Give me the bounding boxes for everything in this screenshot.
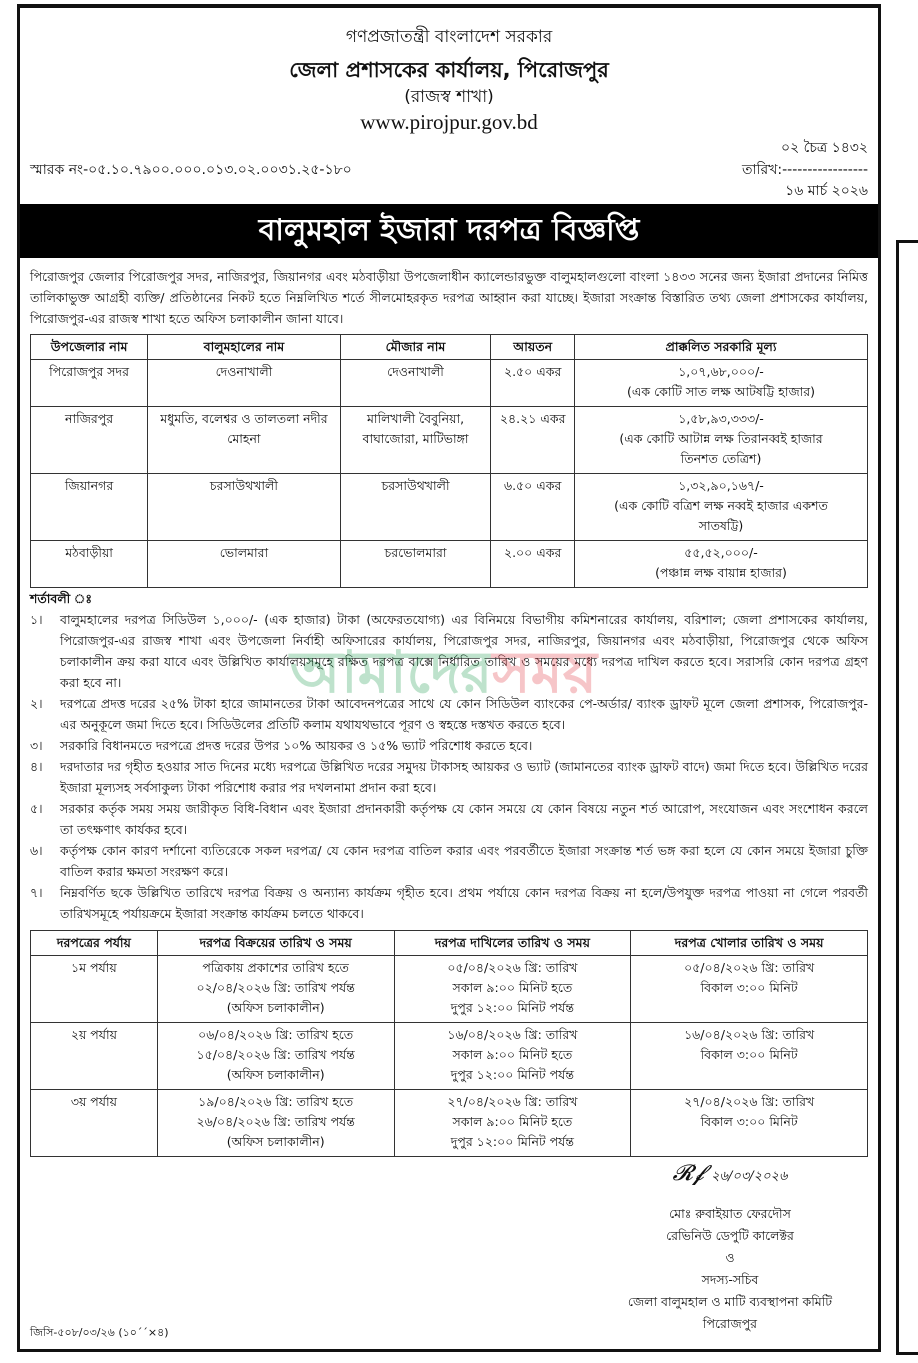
cell-upazila: জিয়ানগর: [31, 474, 148, 541]
committee-name: জেলা বালুমহাল ও মাটি ব্যবস্থাপনা কমিটি: [627, 1294, 833, 1309]
terms-section: [30, 588, 868, 924]
cell-mouza: মালিখালী বৈবুনিয়া, বাঘাজোরা, মাটিভাঙ্গা: [340, 407, 491, 474]
notice-title: বালুমহাল ইজারা দরপত্র বিজ্ঞপ্তি: [20, 204, 878, 258]
cell-area: ২৪.২১ একর: [491, 407, 575, 474]
cell-line: ০৬/০৪/২০২৬ খ্রি: তারিখ হতে: [198, 1027, 354, 1042]
cell-line: দুপুর ১২:০০ মিনিট পর্যন্ত: [450, 1134, 574, 1149]
cell-line: (অফিস চলাকালীন): [226, 1134, 325, 1149]
cell-open: [631, 1090, 868, 1157]
term-number: ৫।: [30, 801, 43, 816]
term-text: দরপত্রে প্রদত্ত দরের ২৫% টাকা হারে জামানতের টাকা আবেদনপত্রের সাথে যে কোন সিডিউল ব্যাংকের পে-অর্ডার/ ব্যাংক ড্রাফট মূলে জেলা প্রশাসক, পিরোজপুর-এর অনুকূলে জমা দিতে হবে। সিডিউলের প্রতিটি কলাম যথাযথভাবে পূরণ ও স্বহস্তে দস্তখত করতে হবে।: [60, 696, 868, 732]
cell-mouza: চরসাউথখালী: [340, 474, 491, 541]
office-name: জেলা প্রশাসকের কার্যালয়, পিরোজপুর: [289, 58, 609, 82]
cell-upazila: নাজিরপুর: [31, 407, 148, 474]
price-in-words: (এক কোটি আটান্ন লক্ষ তিরানব্বই হাজার তিনশত তেত্রিশ): [619, 431, 823, 466]
cell-area: ৬.৫০ একর: [491, 474, 575, 541]
cell-balumahal: দেওনাখালী: [148, 360, 341, 407]
table-row: [31, 541, 868, 588]
cell-balumahal: মধুমতি, বলেশ্বর ও তালতলা নদীর মোহনা: [148, 407, 341, 474]
cell-phase: ১ম পর্যায়: [31, 956, 158, 1023]
term-number: ৪।: [30, 759, 43, 774]
column-header: দরপত্র দাখিলের তারিখ ও সময়: [394, 931, 631, 956]
cell-line: ২৬/০৪/২০২৬ খ্রি: তারিখ পর্যন্ত: [196, 1114, 355, 1129]
cell-line: বিকাল ৩:০০ মিনিট: [700, 1047, 798, 1062]
column-header: আয়তন: [491, 335, 575, 360]
cell-sale: [157, 1023, 394, 1090]
term-text: সরকার কর্তৃক সময় সময় জারীকৃত বিধি-বিধান এবং ইজারা প্রদানকারী কর্তৃপক্ষ যে কোন সময়ে যে কোন বিষয়ে নতুন শর্ত আরোপ, সংযোজন এবং সংশোধন করলে তা তৎক্ষণাৎ কার্যকর হবে।: [60, 801, 868, 837]
footer-code: জিসি-৫০৮/০৩/২৬ (১০´´×৪): [30, 1326, 169, 1339]
cell-phase: ২য় পর্যায়: [31, 1023, 158, 1090]
cell-line: ০৫/০৪/২০২৬ খ্রি: তারিখ: [447, 960, 578, 975]
cell-line: ১৯/০৪/২০২৬ খ্রি: তারিখ হতে: [198, 1094, 354, 1109]
cell-price: [575, 360, 868, 407]
term-item: [30, 798, 868, 840]
intro-paragraph: পিরোজপুর জেলার পিরোজপুর সদর, নাজিরপুর, জিয়ানগর এবং মঠবাড়ীয়া উপজেলাধীন ক্যালেন্ডারভুক্ত বালুমহালগুলো বাংলা ১৪৩৩ সনের জন্য ইজারা প্রদানের নিমিত্ত তালিকাভুক্ত আগ্রহী ব্যক্তি/ প্রতিষ্ঠানের নিকট হতে নিম্নলিখিত শর্তে সীলমোহরকৃত দরপত্র আহ্বান করা যাচ্ছে। ইজারা সংক্রান্ত বিস্তারিত তথ্য জেলা প্রশাসকের কার্যালয়, পিরোজপুর-এর রাজস্ব শাখা হতে অফিস চলাকালীন জানা যাবে।: [30, 269, 868, 326]
cell-line: (অফিস চলাকালীন): [226, 1067, 325, 1082]
conjunction: ও: [725, 1250, 735, 1265]
cell-mouza: চরভোলমারা: [340, 541, 491, 588]
column-header: মৌজার নাম: [340, 335, 491, 360]
term-number: ১।: [30, 612, 43, 627]
cell-price: [575, 407, 868, 474]
term-number: ৩।: [30, 738, 43, 753]
cell-open: [631, 1023, 868, 1090]
column-header: দরপত্র খোলার তারিখ ও সময়: [631, 931, 868, 956]
signatory-designation: রেভিনিউ ডেপুটি কালেক্টর: [666, 1228, 794, 1243]
cell-price: [575, 474, 868, 541]
table-row: [31, 360, 868, 407]
term-number: ৭।: [30, 885, 43, 900]
signatory-name: মোঃ রুবাইয়াত ফেরদৌস: [669, 1206, 791, 1221]
term-item: [30, 840, 868, 882]
handwritten-signature: 𝓡𝓯 ২৬/০৩/২০২৬: [672, 1161, 788, 1186]
price-value: ৫৫,৫২,০০০/-: [684, 545, 758, 560]
cell-line: ২৭/০৪/২০২৬ খ্রি: তারিখ: [447, 1094, 578, 1109]
table-row: [31, 407, 868, 474]
cell-line: ০২/০৪/২০২৬ খ্রি: তারিখ পর্যন্ত: [196, 980, 355, 995]
cell-submit: [394, 1090, 631, 1157]
term-number: ৬।: [30, 843, 43, 858]
term-item: [30, 735, 868, 756]
column-header: দরপত্র বিক্রয়ের তারিখ ও সময়: [157, 931, 394, 956]
cell-line: ১৫/০৪/২০২৬ খ্রি: তারিখ পর্যন্ত: [196, 1047, 355, 1062]
cell-line: সকাল ৯:০০ মিনিট হতে: [452, 980, 573, 995]
signatory-role: সদস্য-সচিব: [701, 1272, 759, 1287]
website: www.pirojpur.gov.bd: [360, 110, 538, 134]
term-item: [30, 693, 868, 735]
table-row: [31, 1090, 868, 1157]
term-number: ২।: [30, 696, 43, 711]
table-row: [31, 1023, 868, 1090]
cell-line: বিকাল ৩:০০ মিনিট: [700, 1114, 798, 1129]
date-english: ১৬ মার্চ ২০২৬: [785, 183, 868, 199]
term-item: [30, 882, 868, 924]
cell-line: বিকাল ৩:০০ মিনিট: [700, 980, 798, 995]
cell-open: [631, 956, 868, 1023]
cell-price: [575, 541, 868, 588]
schedule-table: [30, 930, 868, 1157]
government-name: গণপ্রজাতন্ত্রী বাংলাদেশ সরকার: [345, 27, 553, 47]
cell-line: দুপুর ১২:০০ মিনিট পর্যন্ত: [450, 1000, 574, 1015]
cell-line: দুপুর ১২:০০ মিনিট পর্যন্ত: [450, 1067, 574, 1082]
table-row: [31, 956, 868, 1023]
watermark-logo: আমাদেরসময়: [290, 638, 598, 706]
adjacent-ad-border: [896, 240, 918, 1355]
term-text: সরকারি বিধানমতে দরপত্রে প্রদত্ত দরের উপর ১০% আয়কর ও ১৫% ভ্যাট পরিশোধ করতে হবে।: [60, 738, 533, 753]
column-header: উপজেলার নাম: [31, 335, 148, 360]
cell-line: ০৫/০৪/২০২৬ খ্রি: তারিখ: [684, 960, 815, 975]
cell-sale: [157, 1090, 394, 1157]
date-label: তারিখ:-----------------: [741, 162, 868, 178]
cell-area: ২.৫০ একর: [491, 360, 575, 407]
cell-submit: [394, 956, 631, 1023]
cell-line: (অফিস চলাকালীন): [226, 1000, 325, 1015]
cell-line: ১৬/০৪/২০২৬ খ্রি: তারিখ: [684, 1027, 815, 1042]
table-row: [31, 474, 868, 541]
date-bangla: ০২ চৈত্র ১৪৩২: [781, 140, 868, 156]
column-header: দরপত্রের পর্যায়: [31, 931, 158, 956]
term-text: নিম্নবর্ণিত ছকে উল্লিখিত তারিখে দরপত্র বিক্রয় ও অন্যান্য কার্যক্রম গৃহীত হবে। প্রথম পর্যায়ে কোন দরপত্র বিক্রয় না হলে/উপযুক্ত দরপত্র পাওয়া না গেলে পরবর্তী তারিখসমূহে পর্যায়ক্রমে ইজারা সংক্রান্ত কার্যক্রম চলতে থাকবে।: [60, 885, 868, 921]
cell-mouza: দেওনাখালী: [340, 360, 491, 407]
signature-block: [580, 1163, 880, 1335]
term-item: [30, 756, 868, 798]
cell-balumahal: চরসাউথখালী: [148, 474, 341, 541]
cell-line: ১৬/০৪/২০২৬ খ্রি: তারিখ: [447, 1027, 578, 1042]
term-item: [30, 609, 868, 693]
cell-line: সকাল ৯:০০ মিনিট হতে: [452, 1114, 573, 1129]
term-text: বালুমহালের দরপত্র সিডিউল ১,০০০/- (এক হাজার) টাকা (অফেরতযোগ্য) এর বিনিময়ে বিভাগীয় কমিশনারের কার্যালয়, বরিশাল; জেলা প্রশাসকের কার্যালয়, পিরোজপুর-এর রাজস্ব শাখা এবং উপজেলা নির্বাহী অফিসারের কার্যালয়, পিরোজপুর সদর, নাজিরপুর, জিয়ানগর এবং মঠবাড়ীয়া, পিরোজপুর থেকে অফিস চলাকালীন ক্রয় করা যাবে এবং উল্লিখিত কার্যালয়সমূহে রক্ষিত দরপত্র বাক্সে নির্ধারিত তারিখ ও সময়ের মধ্যে দরপত্র দাখিল করতে হবে। সরাসরি কোন দরপত্র গ্রহণ করা হবে না।: [60, 612, 868, 690]
memo-number: স্মারক নং-০৫.১০.৭৯০০.০০০.০১৩.০২.০০৩১.২৫-১৮০: [30, 162, 352, 178]
price-in-words: (এক কোটি সাত লক্ষ আটষট্টি হাজার): [626, 384, 816, 399]
cell-area: ২.০০ একর: [491, 541, 575, 588]
terms-title: শর্তাবলী ঃ: [30, 591, 93, 606]
cell-upazila: মঠবাড়ীয়া: [31, 541, 148, 588]
price-value: ১,৫৮,৯৩,৩৩৩/-: [678, 411, 764, 426]
price-value: ১,৩২,৯০,১৬৭/-: [678, 478, 764, 493]
cell-phase: ৩য় পর্যায়: [31, 1090, 158, 1157]
price-in-words: (পঞ্চান্ন লক্ষ বায়ান্ন হাজার): [655, 565, 787, 580]
column-header: বালুমহালের নাম: [148, 335, 341, 360]
column-header: প্রাক্কলিত সরকারি মূল্য: [575, 335, 868, 360]
cell-balumahal: ভোলমারা: [148, 541, 341, 588]
cell-upazila: পিরোজপুর সদর: [31, 360, 148, 407]
signatory-place: পিরোজপুর: [702, 1316, 758, 1331]
branch-name: (রাজস্ব শাখা): [404, 87, 494, 107]
cell-line: সকাল ৯:০০ মিনিট হতে: [452, 1047, 573, 1062]
cell-line: পত্রিকায় প্রকাশের তারিখ হতে: [202, 960, 349, 975]
term-text: দরদাতার দর গৃহীত হওয়ার সাত দিনের মধ্যে দরপত্রে উল্লিখিত দরের সমুদয় টাকাসহ আয়কর ও ভ্যাট (জামানতের ব্যাংক ড্রাফট বাদে) জমা দিতে হবে। উল্লিখিত দরের ইজারা মূল্যসহ সর্বসাকুল্য টাকা পরিশোধ করার পর দখলনামা প্রদান করা হবে।: [60, 759, 868, 795]
cell-line: ২৭/০৪/২০২৬ খ্রি: তারিখ: [684, 1094, 815, 1109]
cell-submit: [394, 1023, 631, 1090]
price-in-words: (এক কোটি বত্রিশ লক্ষ নব্বই হাজার একশত সাতষট্টি): [614, 498, 828, 533]
term-text: কর্তৃপক্ষ কোন কারণ দর্শানো ব্যতিরেকে সকল দরপত্র/ যে কোন দরপত্র বাতিল করার এবং পরবর্তীতে ইজারা সংক্রান্ত শর্ত ভঙ্গ করা হলে যে কোন সময়ে ইজারা চুক্তি বাতিল করার ক্ষমতা সংরক্ষণ করে।: [60, 843, 868, 879]
cell-sale: [157, 956, 394, 1023]
balumahal-table: [30, 334, 868, 588]
price-value: ১,০৭,৬৮,০০০/-: [678, 364, 764, 379]
notice-frame: [17, 4, 881, 1352]
